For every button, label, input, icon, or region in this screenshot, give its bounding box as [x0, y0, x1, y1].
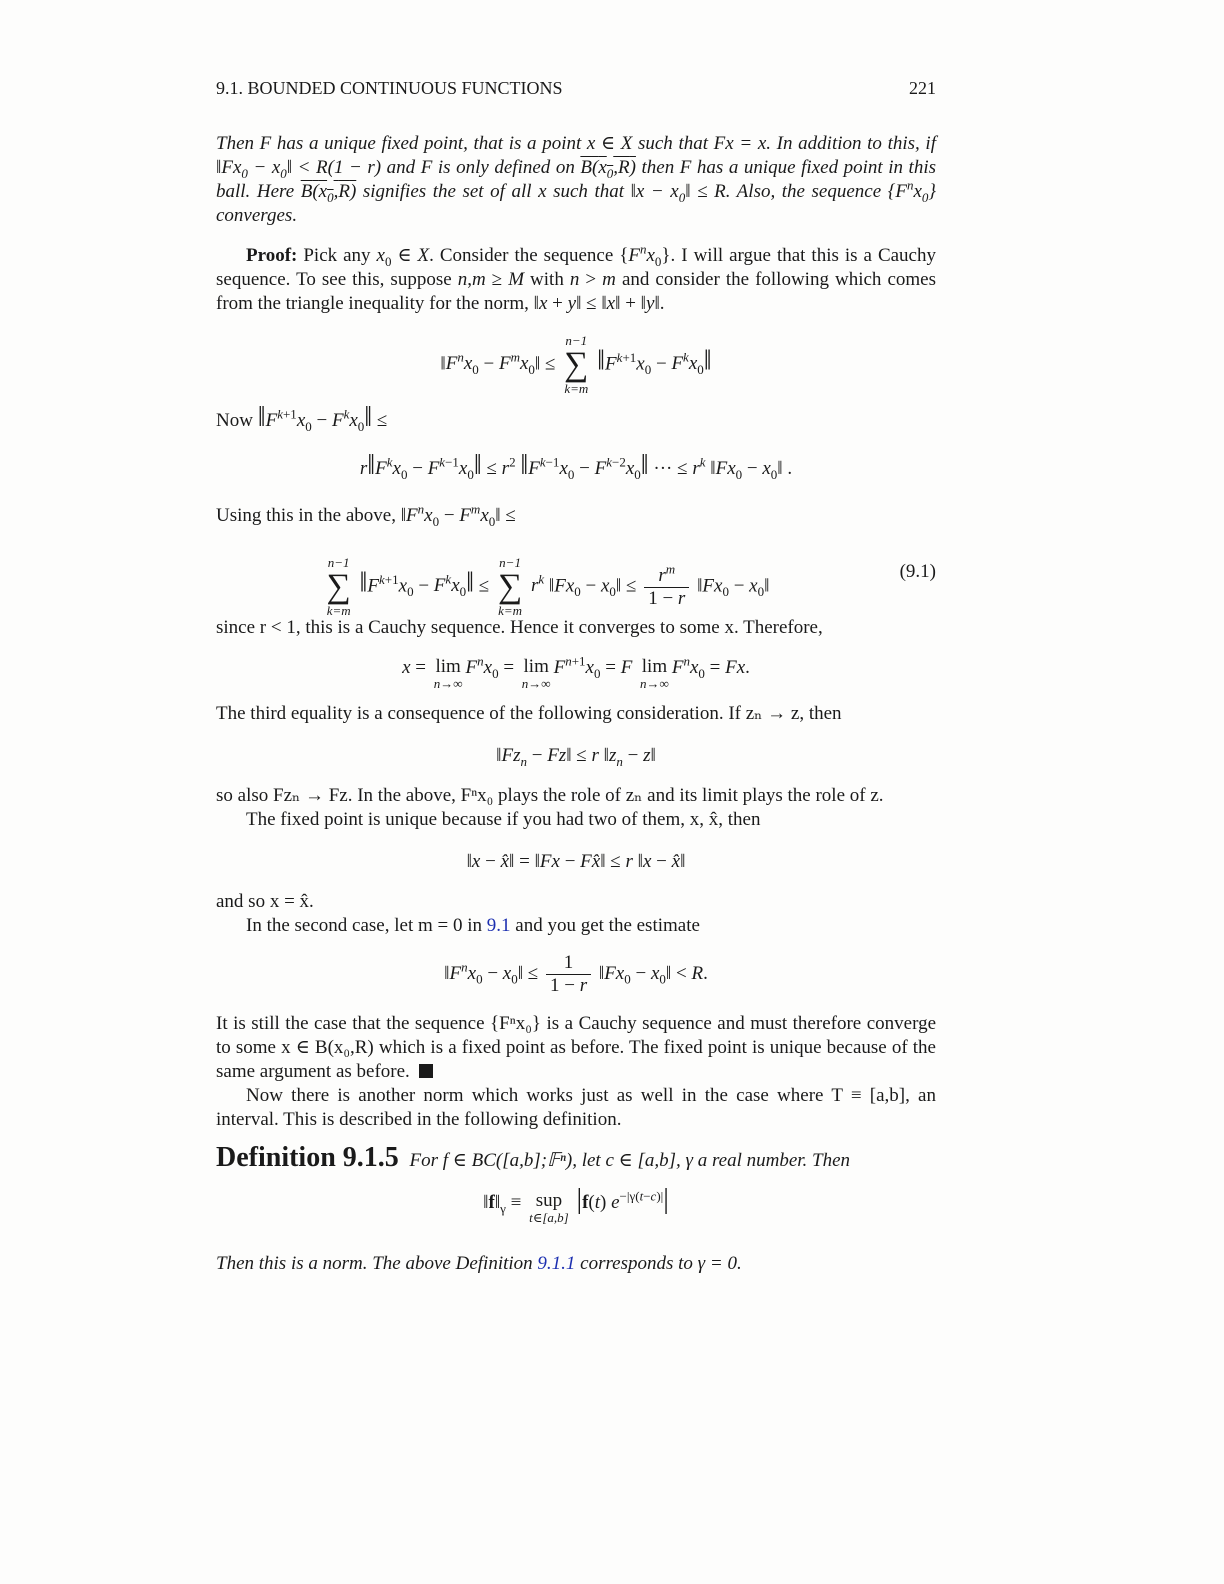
definition-block: [216, 1140, 936, 1179]
using-text: Using this in the above,: [216, 505, 396, 526]
unique-paragraph: The fixed point is unique because if you had two of them, x, x̂, then: [246, 809, 761, 830]
equation-gamma-norm: $‖f‖_\gamma$ ≡ sup t∈[a,b] |f(t) $e^{-|\gamma(t-c)|}|$: [483, 1184, 669, 1225]
page-number: 221: [909, 78, 936, 98]
equation-contraction-chain: $r‖F^kx_0$ − $F^{k-1}x_0‖ \le r^2$ $‖F^{k-1}x_0$ − $F^{k-2}x_0‖$ ··· ≤ $r^k$ $‖Fx_0$ − $x_0‖$ .: [359, 450, 793, 482]
still-text: It is still the case that the sequence {Fⁿx₀} is a Cauchy sequence and must therefore converge to some x ∈ B(x₀,R) which is a fixed point as before. The fixed point is unique because of the same argument as before.: [216, 1013, 936, 1082]
equation-estimate: $‖F^nx_0$ − $x_0‖$ ≤ $\frac{1}{1 - r}$ $‖Fx_0$ − $x_0‖ < R$.: [444, 952, 708, 996]
second-case-prefix: In the second case, let m = 0 in: [246, 915, 483, 936]
another-norm-paragraph: Now there is another norm which works just as well in the case where T ≡ [a,b], an interval. This is described in the following definition.: [216, 1085, 936, 1130]
definition-after-prefix: Then this is a norm. The above Definition: [216, 1253, 533, 1274]
definition-body: For f ∈ BC([a,b];𝔽ⁿ), let c ∈ [a,b], γ a real number. Then: [409, 1150, 851, 1171]
equation-continuity: $‖Fz_n$ − Fz‖ ≤ r $‖z_n$ − z‖: [496, 745, 656, 769]
proof-label: Proof:: [246, 245, 298, 266]
second-case-suffix: and you get the estimate: [515, 915, 700, 936]
now-prefix: Now: [216, 410, 253, 431]
since-paragraph: since r < 1, this is a Cauchy sequence. Hence it converges to some x. Therefore,: [216, 617, 823, 638]
still-paragraph: [216, 1012, 936, 1084]
definition-ref-link[interactable]: 9.1.1: [537, 1253, 576, 1274]
equation-limit: x = lim n→∞ $F^nx_0$ = lim n→∞ $F^{n+1}x_0 = F$ lim n→∞ $F^nx_0 = Fx$.: [402, 653, 750, 691]
definition-after: [216, 1252, 936, 1276]
equation-sum-bound: $‖F^nx_0$ − $F^mx_0‖$ ≤ n−1 ∑ k=m $‖F^{k+1}x_0$ − $F^kx_0‖$: [440, 333, 712, 396]
qed-mark: [419, 1064, 433, 1078]
third-equality-paragraph: The third equality is a consequence of the following consideration. If zₙ → z, then: [216, 703, 842, 724]
theorem-tail: Then F has a unique fixed point, that is a point x ∈ X such that Fx = x. In addition to this, if $‖Fx_0$ − $x_0‖ < R(1 - r)$ and F is only defined on $B(x_0,R)$ then F has a unique fixed point in this ball. Here $B(x_0,R)$ signifies the set of all x such that ‖x − $x_0‖ \le R$. Also, the sequence $\{F^nx_0\}$ converges.: [216, 133, 937, 226]
and-so-paragraph: and so x = x̂.: [216, 891, 314, 912]
equation-number: (9.1): [899, 561, 936, 582]
proof-paragraph: Proof: Pick any $x_0$ ∈ X. Consider the sequence $\{F^nx_0\}$. I will argue that this is a Cauchy sequence. To see this, suppose n,m ≥ M with n > m and consider the following which comes from the triangle inequality for the norm, ‖x + y‖ ≤ ‖x‖ + ‖y‖.: [216, 241, 937, 314]
second-case-paragraph: [216, 914, 936, 938]
running-header: [216, 78, 936, 102]
using-line: Using this in the above, $‖F^nx_0$ − $F^mx_0‖$ ≤: [216, 501, 516, 529]
so-also-paragraph: so also Fzₙ → Fz. In the above, Fⁿx₀ plays the role of zₙ and its limit plays the role of z.: [216, 785, 884, 806]
section-title: 9.1. BOUNDED CONTINUOUS FUNCTIONS: [216, 78, 563, 98]
now-line: Now $‖F^{k+1}x_0$ − $F^kx_0‖$ ≤: [216, 402, 388, 434]
equation-9-1: n−1 ∑ k=m $‖F^{k+1}x_0$ − $F^kx_0‖$ ≤ n−1 ∑ k=m $r^k$ $‖Fx_0$ − $x_0‖$ ≤ $\frac{r^m}{1 - r}$ $‖Fx_0$ − $x_0‖$ (9.1): [326, 555, 936, 618]
definition-after-suffix: corresponds to γ = 0.: [580, 1253, 742, 1274]
definition-title: Definition 9.1.5: [216, 1142, 399, 1173]
equation-ref-link[interactable]: 9.1: [486, 915, 511, 936]
equation-uniqueness: ‖x − x̂‖ = ‖Fx − Fx̂‖ ≤ r ‖x − x̂‖: [466, 851, 686, 872]
